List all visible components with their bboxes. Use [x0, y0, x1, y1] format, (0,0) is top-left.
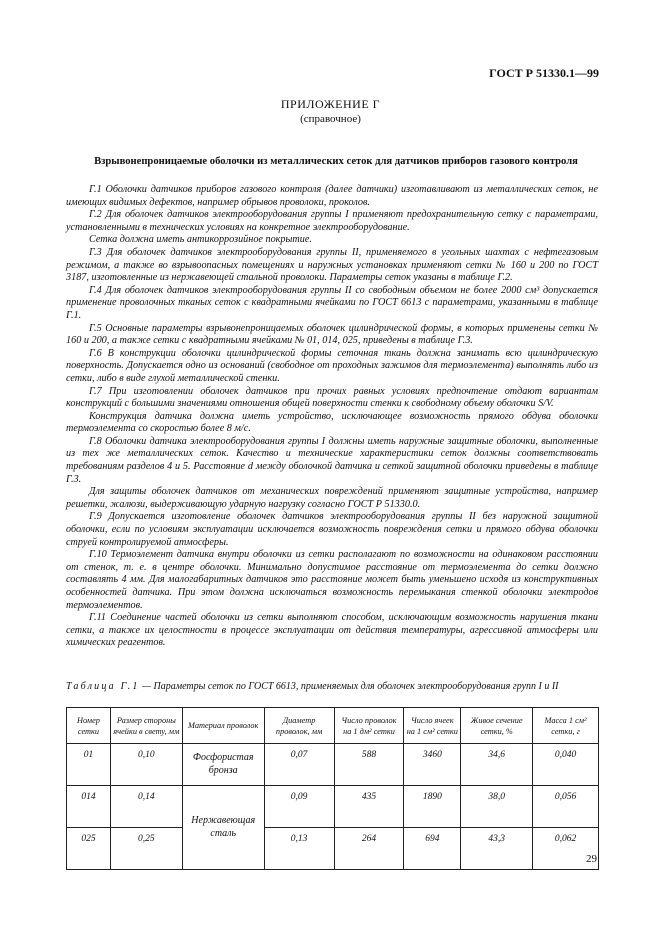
appendix-subtitle: (справочное) — [300, 113, 361, 125]
table-cell: 0,13 — [264, 828, 334, 870]
paragraph: Г.8 Оболочки датчика электрооборудования группы I должны иметь наружные защитные оболочки, выполненные из тех же металлических сеток. Качество и технические характеристики сеток должны соответствовать требованиям разделов 4 и 5. Расстояние d между оболочкой датчика и сеткой защитной оболочки приведены в таблице Г.3. — [66, 435, 598, 485]
paragraph: Конструкция датчика должна иметь устройство, исключающее возможность прямого обдува оболочки термоэлемента со скоростью более 8 м/с. — [66, 410, 598, 435]
table-row — [67, 828, 599, 870]
paragraph: Для защиты оболочек датчиков от механических повреждений применяют защитные устройства, например решетки, жалюзи, выдерживающую ударную нагрузку согласно ГОСТ Р 51330.0. — [66, 486, 598, 510]
paragraph: Г.1 Оболочки датчиков приборов газового контроля (далее датчики) изготавливают из металлических сеток, не имеющих видимых дефектов, например обрывов проволоки, проколов. — [66, 184, 598, 208]
column-header: Материал проволок — [182, 708, 264, 744]
paragraph: Г.9 Допускается изготовление оболочек датчиков электрооборудования группы II без наружной защитной оболочки, если по условиям эксплуатации исключается возможность повреждения сетки и прямого обдува оболочки струей контролируемой атмосферы. — [66, 511, 598, 548]
table-cell: 0,040 — [533, 744, 599, 786]
table-cell: 0,14 — [110, 786, 182, 828]
table-row — [67, 744, 599, 786]
paragraph: Г.4 Для оболочек датчиков электрооборудования группы II со свободным объемом не более 2000 см³ допускается применение проволочных тканых сеток с квадратными ячейками по ГОСТ 6613 с параметрами, указанными в таблице Г.1. — [66, 284, 598, 321]
table-cell: 0,10 — [110, 744, 182, 786]
table-cell: 0,25 — [110, 828, 182, 870]
table-cell: 0,062 — [533, 828, 599, 870]
paragraph: Г.6 В конструкции оболочки цилиндрической формы сеточная ткань должна занимать всю цилиндрическую поверхность. Допускается одно из оснований (свободное от проходных зажимов для термоэлемента) выполнять либо из сетки, либо в виде глухой металлической стенки. — [66, 347, 598, 384]
column-header: Число ячеек на 1 см² сетки — [404, 708, 461, 744]
paragraph: Г.5 Основные параметры взрывонепроницаемых оболочек цилиндрической формы, в которых применены сетки № 160 и 200, а также сетки с квадратными ячейками № 01, 014, 025, приведены в таблице Г.3. — [66, 322, 598, 347]
page-number: 29 — [586, 853, 597, 865]
column-header: Число проволок на 1 дм² сетки — [334, 708, 404, 744]
column-header: Диаметр проволок, мм — [264, 708, 334, 744]
table-header-row — [67, 708, 599, 744]
table-cell: 01 — [67, 744, 111, 786]
table-row — [67, 786, 599, 828]
table-cell: 38,0 — [461, 786, 533, 828]
table-caption-text: — Параметры сеток по ГОСТ 6613, применяемых для оболочек электрооборудования групп I и II — [139, 681, 559, 692]
table-cell: Фосфористая бронза — [182, 744, 264, 786]
column-header: Масса 1 см² сетки, г — [533, 708, 599, 744]
table-caption-label: Таблица Г.1 — [66, 681, 140, 692]
column-header: Живое сечение сетки, % — [461, 708, 533, 744]
table-cell: 435 — [334, 786, 404, 828]
table-cell: 0,09 — [264, 786, 334, 828]
table-caption — [66, 681, 606, 692]
table-cell: 34,6 — [461, 744, 533, 786]
paragraph: Г.3 Для оболочек датчиков электрооборудования группы II, применяемого в угольных шахтах с нефтегазовым режимом, а также во взрывоопасных помещениях и наружных установках применяют сетки № 160 и 200 по ГОСТ 3187, изготовленные из нержавеющей стальной проволоки. Параметры сеток указаны в таблице Г.2. — [66, 246, 598, 284]
mesh-parameters-table — [66, 707, 599, 870]
paragraph: Г.11 Соединение частей оболочки из сетки выполняют способом, исключающим возможность нарушения ткани сетки, а также их целостности в процессе эксплуатации от действия температуры, агрессивной атмосферы или химических реагентов. — [66, 612, 598, 649]
paragraph: Сетка должна иметь антикоррозийное покрытие. — [89, 234, 312, 246]
table-cell: 588 — [334, 744, 404, 786]
paragraph: Г.2 Для оболочек датчиков электрооборудования группы I применяют предохранительную сетку с параметрами, установленными в технических условиях на конкретное электрооборудование. — [66, 209, 598, 233]
table-cell: 025 — [67, 828, 111, 870]
table-cell: 0,056 — [533, 786, 599, 828]
document-header: ГОСТ Р 51330.1—99 — [489, 66, 599, 80]
paragraph: Г.7 При изготовлении оболочек датчиков при прочих равных условиях предпочтение отдают вариантам конструкций с большими значениями отношения общей поверхности стенки к свободному объему оболочки S/V. — [66, 385, 598, 410]
appendix-heading — [0, 97, 661, 125]
table-cell: 014 — [67, 786, 111, 828]
table-cell: 0,07 — [264, 744, 334, 786]
table-cell: 3460 — [404, 744, 461, 786]
body-text — [66, 184, 598, 650]
appendix-title: ПРИЛОЖЕНИЕ Г — [280, 97, 381, 111]
document-title: Взрывонепроницаемые оболочки из металлических сеток для датчиков приборов газового контроля — [94, 156, 578, 167]
table-cell: 1890 — [404, 786, 461, 828]
paragraph: Г.10 Термоэлемент датчика внутри оболочки из сетки располагают по возможности на одинаковом расстоянии от стенок, т. е. в центре оболочки. Минимально допустимое расстояние от термоэлемента до сетки должно составлять 4 мм. Для малогабаритных датчиков это расстояние может быть уменьшено исходя из конструктивных особенностей датчика. При этом должна исключаться возможность перемыкания стенкой оболочки электродов термоэлементов. — [66, 549, 598, 611]
column-header: Размер стороны ячейки в свету, мм — [110, 708, 182, 744]
table-cell: 43,3 — [461, 828, 533, 870]
column-header: Номер сетки — [67, 708, 111, 744]
table-cell: 264 — [334, 828, 404, 870]
table-cell: 694 — [404, 828, 461, 870]
table-cell: Нержавеющая сталь — [182, 786, 264, 870]
